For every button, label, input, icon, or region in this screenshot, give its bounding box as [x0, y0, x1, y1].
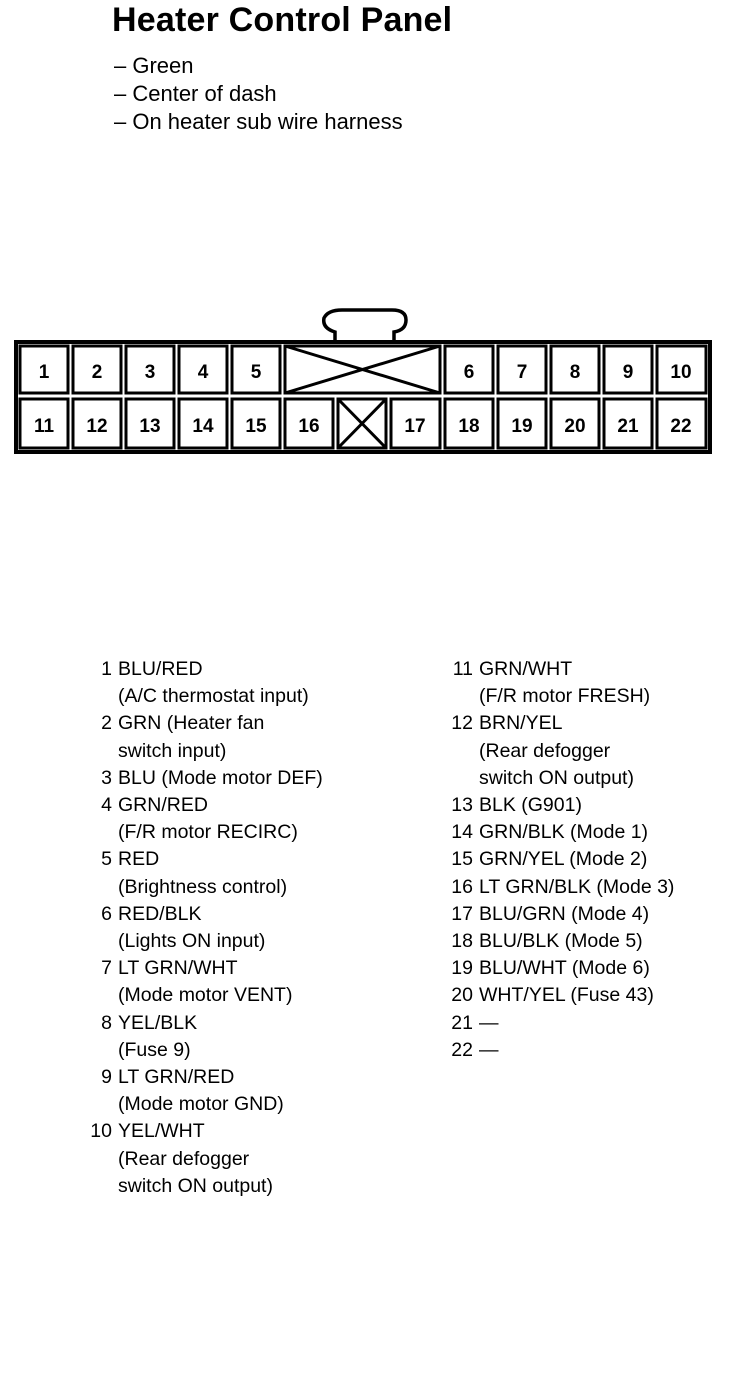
pin-entry — [76, 1118, 323, 1200]
pin-entry — [437, 982, 674, 1009]
pin-number: 20 — [451, 984, 473, 1007]
connector-lock-tab — [324, 310, 406, 341]
pin-number: 10 — [90, 1120, 112, 1143]
pin-label: 1 — [38, 362, 50, 383]
pin-number: 11 — [452, 658, 473, 680]
pin-entry — [437, 928, 674, 955]
pin-number: 19 — [451, 957, 473, 980]
pin-label: 3 — [144, 362, 156, 383]
pin-number: 15 — [451, 848, 473, 871]
pin-number: 17 — [451, 902, 473, 925]
pin-number: 7 — [101, 957, 112, 980]
pin-label: 6 — [463, 362, 475, 383]
pin-description: BLU/RED (A/C thermostat input) — [118, 658, 309, 708]
pin-entry — [76, 846, 323, 900]
connector-location-note: – Center of dash — [114, 81, 277, 106]
pin-list-left — [76, 656, 323, 1200]
pin-label: 2 — [91, 362, 103, 383]
pin-number: 22 — [451, 1038, 473, 1061]
pin-label: 16 — [298, 416, 320, 437]
pin-description: GRN (Heater fan switch input) — [118, 712, 265, 762]
pin-number: 13 — [451, 794, 473, 817]
pin-entry — [437, 955, 674, 982]
pin-description: LT GRN/BLK (Mode 3) — [479, 875, 675, 898]
pin-description: YEL/BLK (Fuse 9) — [118, 1011, 198, 1061]
pin-description: RED (Brightness control) — [118, 848, 288, 898]
pin-description: GRN/RED (F/R motor RECIRC) — [118, 794, 298, 844]
pin-entry — [76, 1010, 323, 1064]
pin-description: GRN/BLK (Mode 1) — [479, 821, 649, 844]
pin-label: 9 — [622, 362, 634, 383]
pin-number: 6 — [101, 902, 112, 925]
pin-number: 21 — [451, 1011, 473, 1034]
pin-number: 14 — [451, 821, 473, 844]
pin-description: GRN/YEL (Mode 2) — [479, 848, 648, 871]
pin-label: 18 — [458, 416, 480, 437]
pin-label: 22 — [670, 416, 692, 437]
pin-label: 19 — [511, 416, 533, 437]
pin-description: LT GRN/RED (Mode motor GND) — [118, 1066, 284, 1116]
connector-color-note: – Green — [114, 53, 194, 78]
pin-number: 5 — [101, 848, 112, 871]
pin-entry — [437, 792, 674, 819]
pin-entry — [437, 846, 674, 873]
pin-label: 17 — [404, 416, 426, 437]
pin-description: LT GRN/WHT (Mode motor VENT) — [118, 957, 293, 1007]
pin-label: 5 — [250, 362, 262, 383]
pin-number: 8 — [101, 1011, 112, 1034]
pin-number: 9 — [101, 1066, 112, 1089]
pin-label: 14 — [192, 416, 214, 437]
pin-number: 2 — [101, 712, 112, 735]
pin-description: YEL/WHT (Rear defogger switch ON output) — [118, 1120, 273, 1197]
pin-description: BLU (Mode motor DEF) — [118, 766, 323, 789]
pin-description: BLU/BLK (Mode 5) — [479, 930, 643, 953]
connector-diagram — [0, 0, 736, 470]
pin-number: 12 — [451, 712, 473, 735]
pin-entry — [437, 901, 674, 928]
pin-entry — [437, 819, 674, 846]
pin-description: RED/BLK (Lights ON input) — [118, 902, 266, 953]
pin-label: 20 — [564, 416, 586, 437]
pin-label: 11 — [33, 416, 55, 437]
pin-entry — [437, 874, 674, 901]
pin-number: 1 — [101, 658, 112, 680]
pin-description: WHT/YEL (Fuse 43) — [479, 984, 654, 1007]
pin-entry — [76, 901, 323, 955]
pin-number: 3 — [101, 766, 112, 789]
pin-description: — — [479, 1038, 499, 1061]
pin-label: 21 — [617, 416, 639, 437]
pin-number: 16 — [451, 875, 473, 898]
pin-description: BLU/WHT (Mode 6) — [479, 957, 650, 980]
pin-label: 8 — [569, 362, 581, 383]
top-row-labels — [39, 362, 692, 383]
bottom-row-labels — [34, 416, 692, 437]
pin-entry — [76, 1064, 323, 1118]
pin-label: 7 — [516, 362, 528, 383]
pin-label: 4 — [197, 362, 209, 383]
pin-list-right — [437, 656, 674, 1064]
pin-label: 10 — [670, 362, 692, 383]
connector-harness-note: – On heater sub wire harness — [114, 109, 403, 134]
pin-number: 18 — [451, 930, 473, 953]
pin-entry — [76, 710, 323, 764]
pin-description: GRN/WHT (F/R motor FRESH) — [479, 658, 651, 708]
pin-description: BLU/GRN (Mode 4) — [479, 902, 650, 925]
page-title: Heater Control Panel — [112, 1, 453, 39]
pin-entry — [76, 792, 323, 846]
pin-label: 13 — [139, 416, 161, 437]
pin-description: BRN/YEL (Rear defogger switch ON output) — [479, 712, 634, 789]
pin-entry — [76, 656, 323, 710]
pin-entry — [437, 710, 674, 792]
pin-label: 15 — [245, 416, 267, 437]
pin-description: — — [479, 1011, 499, 1034]
pin-entry — [76, 955, 323, 1009]
pin-description: BLK (G901) — [479, 794, 582, 817]
pin-entry — [437, 1010, 674, 1037]
pin-label: 12 — [86, 416, 108, 437]
pin-entry — [76, 765, 323, 792]
pin-entry — [437, 656, 674, 710]
pin-entry — [437, 1037, 674, 1064]
pin-number: 4 — [101, 794, 112, 817]
